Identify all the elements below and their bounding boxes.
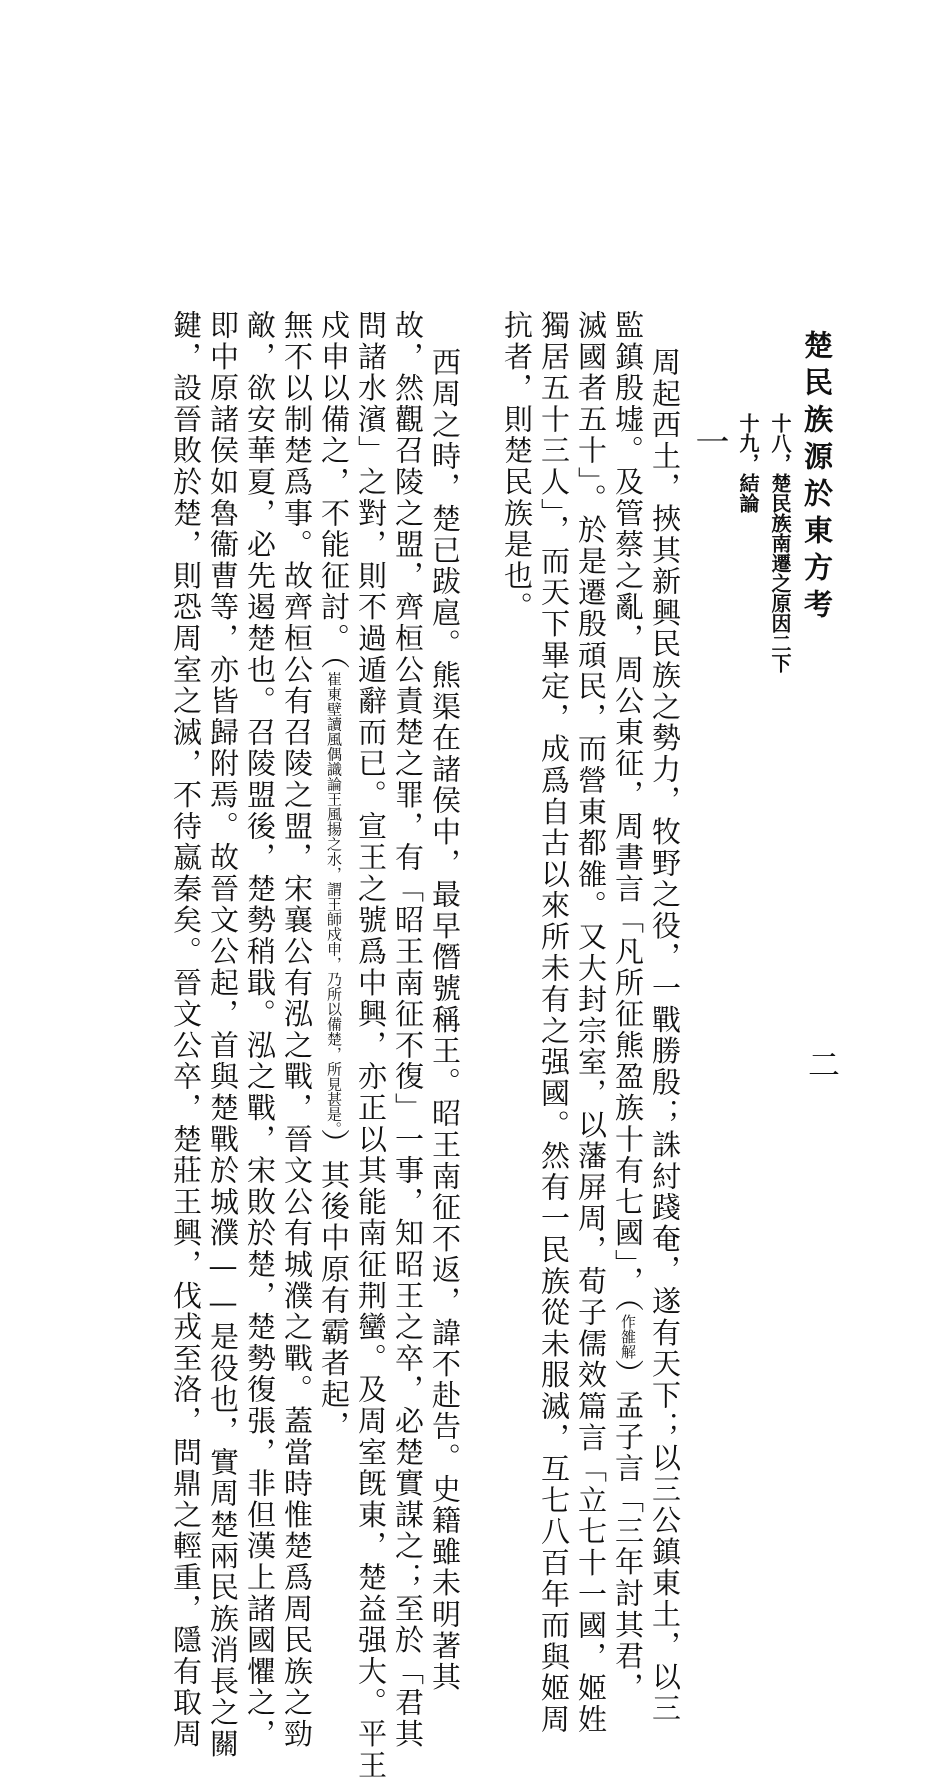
body-column-03: 滅國者五十」。於是遷殷頑民，而營東都雒。又大封宗室，以藩屏周，荀子儒效篇言「立七十一國，姬姓 [574,310,608,1736]
body-column-01: 周起西土，挾其新興民族之勢力，牧野之役，一戰勝殷；誅紂踐奄，遂有天下；以三公鎮東土，以三 [648,347,682,1725]
toc-item-19: 十九，結論 [736,413,760,513]
body-column-09-part-a: 戍申以備之，不能征討。（ [317,310,351,672]
inline-note-cui-dongbi: 崔東壁讀風偶識論王風揚之水，謂王師戍申，乃所以備楚，所見甚是。 [325,671,343,1129]
body-column-10: 無不以制楚爲事。故齊桓公有召陵之盟，宋襄公有泓之戰，晉文公有城濮之戰。蓋當時惟楚爲周民族之勁 [280,310,314,1750]
body-column-11: 敵，欲安華夏，必先遏楚也。召陵盟後，楚勢稍戢。泓之戰，宋敗於楚，楚勢復張，非但漢上諸國懼之， [243,310,277,1750]
body-column-13: 鍵，設晉敗於楚，則恐周室之滅，不待嬴秦矣。晉文公卒，楚莊王興，伐戎至洛，問鼎之輕重，隱有取周 [169,310,203,1750]
inline-note-zuoluo: 作雒解 [619,1313,637,1359]
chapter-number: 一 [689,424,729,458]
body-column-06: 西周之時，楚已跋扈。熊渠在諸侯中，最早僭號稱王。昭王南征不返，諱不赴告。史籍雖未明著其 [428,347,462,1693]
body-column-02 [611,310,645,1704]
page-number: 二 [803,1048,841,1080]
body-column-02-part-a: 監鎮殷墟。及管蔡之亂，周公東征，周書言「凡所征熊盈族十有七國」，（ [611,310,645,1314]
body-column-07: 故，然觀召陵之盟，齊桓公責楚之罪，有「昭王南征不復」一事，知昭王之卒，必楚實謀之；至於「君其 [391,310,425,1750]
body-column-09 [317,310,351,1442]
body-column-02-part-b: ）孟子言「三年討其君， [611,1358,645,1704]
body-column-12: 即中原諸侯如魯衞曹等，亦皆歸附焉。故晉文公起，首與楚戰於城濮——是役也，實周楚兩民族消長之關 [206,310,240,1760]
book-title: 楚民族源於東方考 [800,330,834,626]
body-column-05: 抗者，則楚民族是也。 [500,310,534,623]
toc-item-18: 十八，楚民族南遷之原因二下 [768,413,792,673]
body-column-09-part-b: ）其後中原有霸者起， [317,1128,351,1442]
body-column-04: 獨居五十三人」，而天下畢定，成爲自古以來所未有之强國。然有一民族從未服滅，互七八百年而與姬周 [537,310,571,1736]
body-column-08: 問諸水濱」之對，則不過遁辭而已。宣王之號爲中興，亦正以其能南征荆蠻。及周室旣東，楚益强大。平王 [354,310,388,1781]
